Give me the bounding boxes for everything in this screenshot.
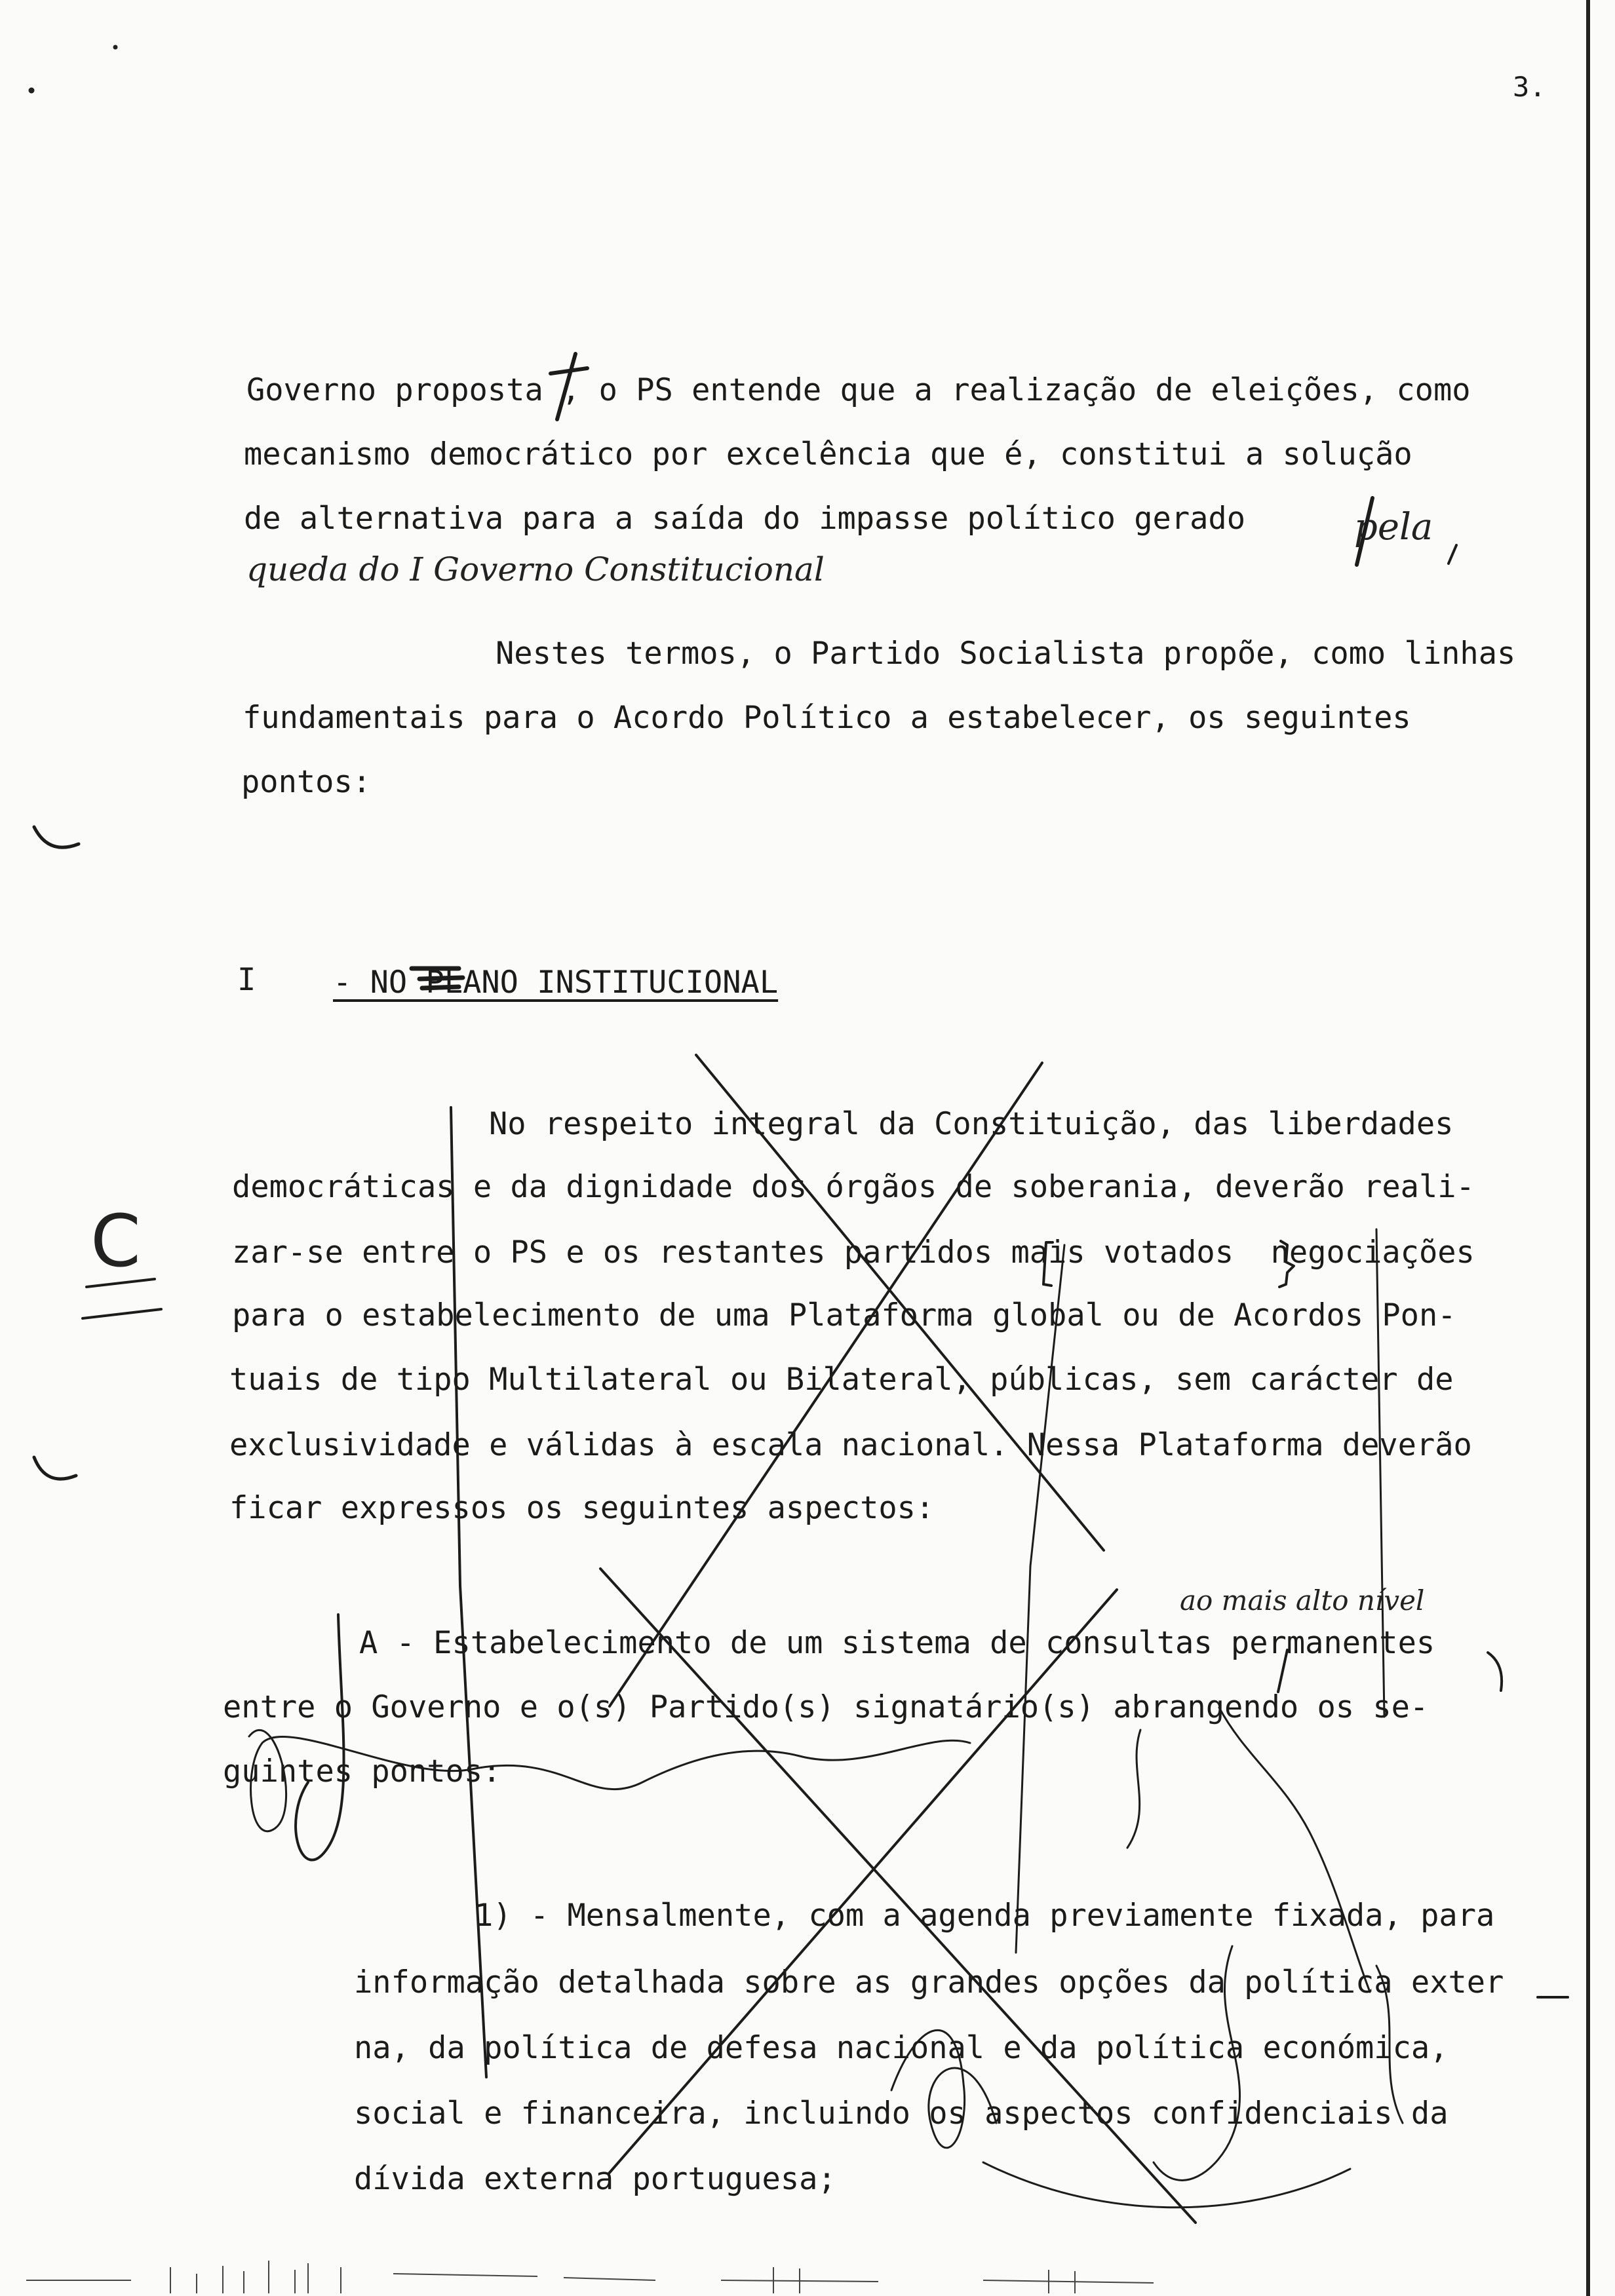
paragraph-3-line-4: para o estabelecimento de uma Plataforma global ou de Acordos Pon- — [232, 1297, 1456, 1333]
paragraph-3-line-1: No respeito integral da Constituição, das liberdades — [489, 1106, 1454, 1142]
scan-noise-mark — [564, 2278, 655, 2280]
section-roman-numeral: I — [237, 962, 256, 998]
paragraph-3-line-2: democráticas e da dignidade dos órgãos de soberania, deverão reali- — [232, 1169, 1475, 1205]
scan-noise-strip — [0, 2254, 1615, 2296]
paragraph-2-line-2: fundamentais para o Acordo Político a estabelecer, os seguintes — [243, 700, 1411, 736]
paragraph-2-line-3: pontos: — [241, 764, 372, 800]
scribble-line — [296, 1615, 343, 1860]
scribble-line — [1127, 1730, 1140, 1848]
insertion-slash-icon — [1449, 545, 1456, 564]
paragraph-1-line-3: de alternativa para a saída do impasse político gerado — [244, 501, 1246, 537]
item-1-line-2: informação detalhada sobre as grandes opções da política exter — [354, 1964, 1504, 2000]
item-a-line-1: A - Estabelecimento de um sistema de consultas permanentes — [359, 1625, 1435, 1661]
page-right-edge — [1586, 0, 1590, 2296]
edge-speck — [113, 45, 117, 49]
margin-underline-icon — [83, 1309, 161, 1318]
item-1-line-3: na, da política de defesa nacional e da política económica, — [354, 2030, 1449, 2066]
brace-mark-icon — [1488, 1653, 1502, 1691]
paragraph-3-line-3: zar-se entre o PS e os restantes partidos mais votados negociações — [232, 1234, 1475, 1271]
item-1-line-1: 1) - Mensalmente, com a agenda previamente fixada, para — [475, 1898, 1495, 1934]
page-number: 3. — [1513, 71, 1546, 103]
item-1-line-4: social e financeira, incluindo os aspectos confidenciais da — [354, 2095, 1449, 2132]
edge-speck — [29, 88, 34, 93]
paragraph-1-line-1: Governo proposta , o PS entende que a realização de eleições, como — [246, 372, 1471, 408]
handwritten-note-ao-mais-alto-nivel: ao mais alto nível — [1180, 1584, 1425, 1617]
margin-arc-icon — [34, 1457, 76, 1479]
margin-note-letter: C — [90, 1199, 141, 1283]
margin-arc-icon — [34, 827, 79, 847]
scan-noise-mark — [393, 2274, 537, 2276]
paragraph-1-line-2: mecanismo democrático por excelência que é, constitui a solução — [244, 436, 1412, 472]
handwritten-insert-queda: queda do I Governo Constitucional — [246, 550, 825, 588]
paragraph-2-line-1: Nestes termos, o Partido Socialista propõe, como linhas — [496, 636, 1516, 672]
item-a-line-2: entre o Governo e o(s) Partido(s) signatário(s) abrangendo os se- — [223, 1689, 1429, 1725]
handwritten-insert-pela: pela — [1354, 506, 1433, 548]
scribble-line — [1219, 1708, 1370, 1992]
paragraph-3-line-5: tuais de tipo Multilateral ou Bilateral, públicas, sem carácter de — [229, 1362, 1454, 1398]
item-1-line-5: dívida externa portuguesa; — [354, 2161, 836, 2197]
paragraph-3-line-7: ficar expressos os seguintes aspectos: — [229, 1490, 935, 1526]
section-heading: - NO PLANO INSTITUCIONAL — [333, 965, 779, 1001]
vertical-strike-line — [1016, 1245, 1064, 1953]
item-a-line-3: guintes pontos: — [223, 1753, 501, 1789]
scan-noise-mark — [983, 2280, 1154, 2283]
scribble-line — [983, 2162, 1350, 2208]
paragraph-3-line-6: exclusividade e válidas à escala nacional. Nessa Plataforma deverão — [229, 1427, 1472, 1463]
deletion-cross-stroke — [608, 1590, 1117, 2174]
